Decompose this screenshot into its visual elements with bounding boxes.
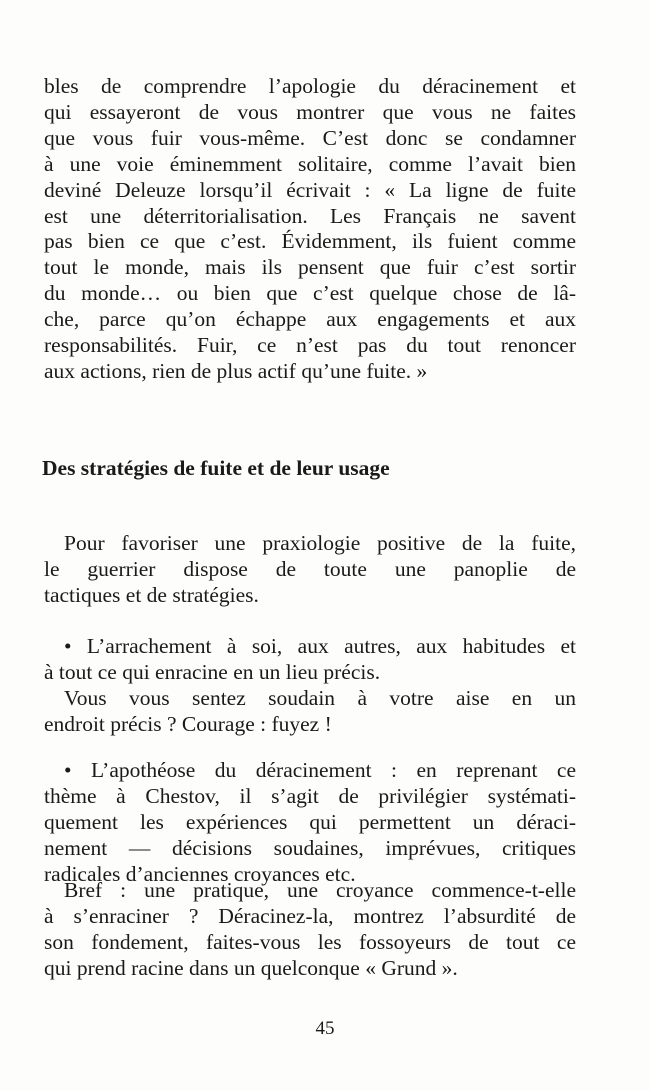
page-number: 45 (315, 1018, 335, 1039)
bullet-line: • L’apothéose du déracinement : en reprenant ce (64, 758, 576, 782)
text-line: tout le monde, mais ils pensent que fuir c’est sortir (44, 255, 576, 280)
bullet-line: • L’arrachement à soi, aux autres, aux habitudes et (64, 634, 576, 658)
text-line: bles de comprendre l’apologie du déracinement et (44, 74, 576, 98)
text-line: deviné Deleuze lorsqu’il écrivait : « La ligne de fuite (44, 177, 576, 202)
text-line: du monde… ou bien que c’est quelque chose de lâ- (44, 281, 576, 306)
text-line: aux actions, rien de plus actif qu’une fuite. » (44, 358, 428, 383)
text-line: radicales d’anciennes croyances etc. (44, 861, 356, 886)
text-line: qui essayeront de vous montrer que vous ne faites (44, 99, 576, 124)
bullet-arrachement (44, 634, 576, 686)
text-line: est une déterritorialisation. Les Français ne savent (44, 203, 576, 228)
bullet-apotheose (44, 758, 576, 888)
text-line: Vous vous sentez soudain à votre aise en un (64, 686, 576, 710)
text-line: endroit précis ? Courage : fuyez ! (44, 711, 332, 736)
text-line: pas bien ce que c’est. Évidemment, ils fuient comme (44, 229, 576, 254)
section-heading: Des stratégies de fuite et de leur usage (42, 456, 390, 480)
text-line: le guerrier dispose de toute une panoplie de (44, 556, 576, 581)
text-line: Bref : une pratique, une croyance commence-t-elle (64, 878, 576, 902)
paragraph-courage (44, 686, 576, 738)
text-line: nement — décisions soudaines, imprévues, critiques (44, 835, 576, 860)
text-line: Pour favoriser une praxiologie positive de la fuite, (64, 531, 576, 555)
text-line: son fondement, faites-vous les fossoyeurs de tout ce (44, 929, 576, 954)
text-line: responsabilités. Fuir, ce n’est pas du tout renoncer (44, 333, 576, 358)
paragraph-deleuze-quote (44, 74, 576, 385)
paragraph-praxiologie (44, 531, 576, 609)
text-line: quement les expériences qui permettent un déraci- (44, 809, 576, 834)
text-line: à tout ce qui enracine en un lieu précis. (44, 659, 381, 684)
text-line: à une voie éminemment solitaire, comme l’avait bien (44, 151, 576, 176)
text-line: qui prend racine dans un quelconque « Grund ». (44, 955, 458, 980)
text-line: thème à Chestov, il s’agit de privilégier systémati- (44, 783, 576, 808)
text-line: che, parce qu’on échappe aux engagements et aux (44, 307, 576, 332)
text-line: tactiques et de stratégies. (44, 582, 259, 607)
text-line: à s’enraciner ? Déracinez-la, montrez l’absurdité de (44, 903, 576, 928)
text-line: que vous fuir vous-même. C’est donc se condamner (44, 125, 576, 150)
paragraph-bref (44, 878, 576, 982)
